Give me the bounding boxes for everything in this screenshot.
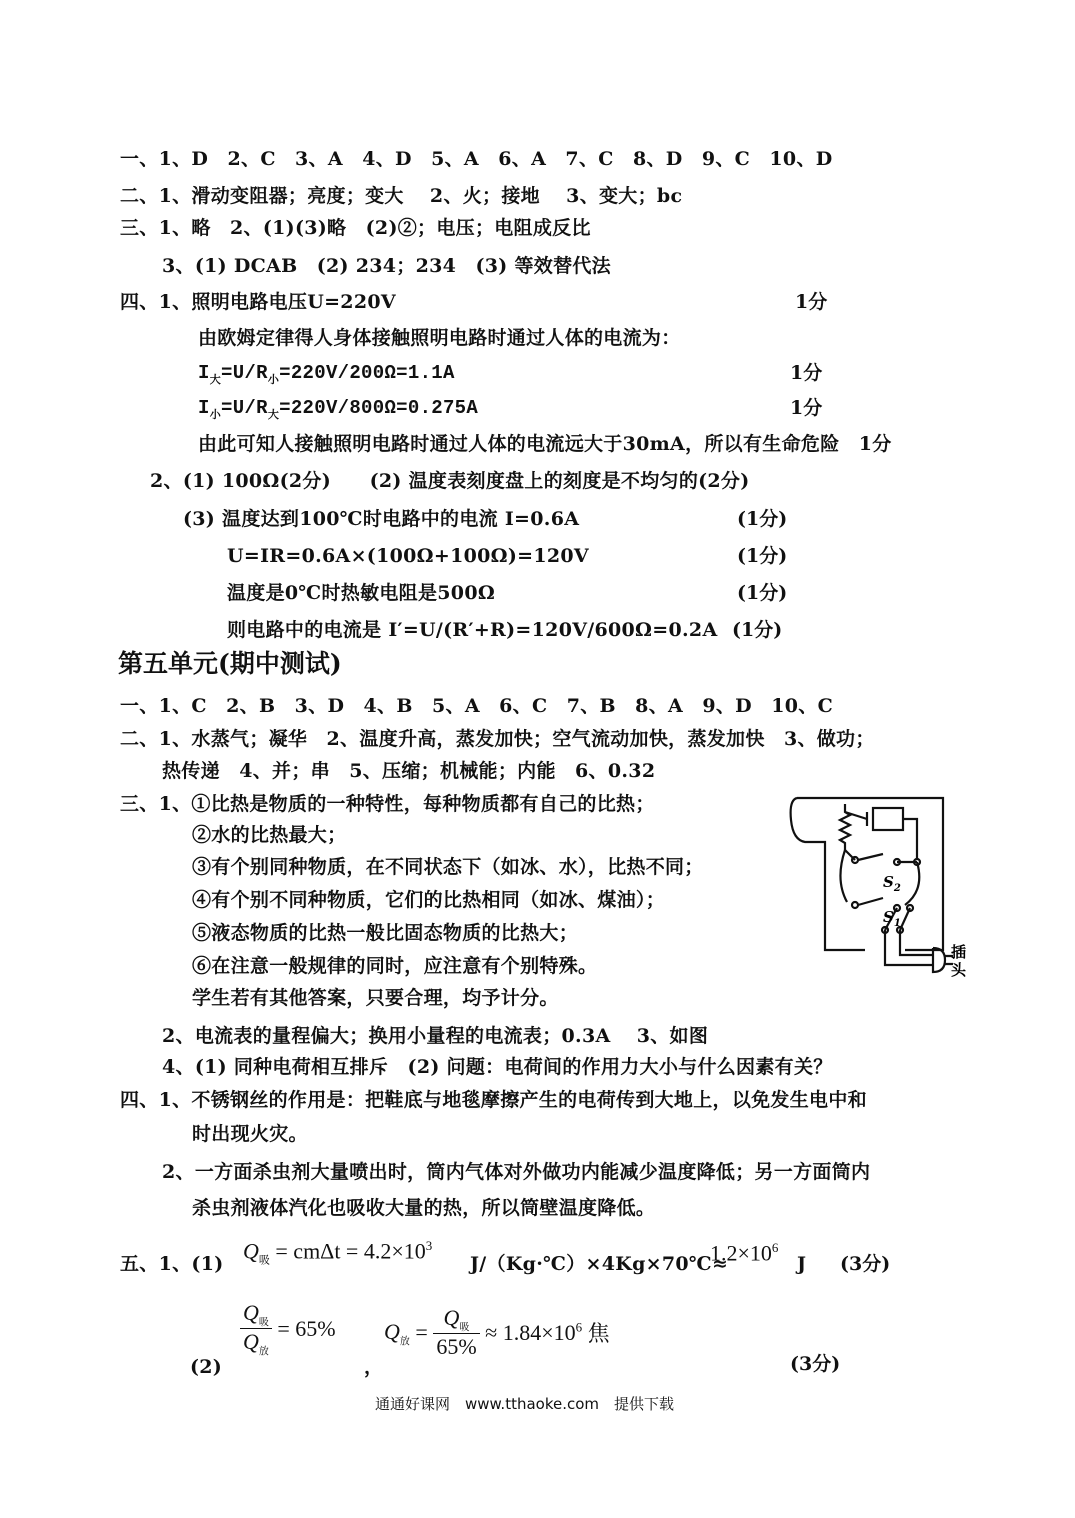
unit4-calc2-line2: (3) 温度达到100℃时电路中的电流 I=0.6A [183,508,580,530]
unit5-fill-line2: 热传递 4、并；串 5、压缩；机械能；内能 6、0.32 [162,760,656,782]
unit5-exp-line7: 学生若有其他答案，只要合理，均予计分。 [192,987,559,1009]
unit4-exp-line2: 3、(1) DCAB (2) 234；234 (3) 等效替代法 [162,255,611,277]
plug-cord [900,930,933,955]
score: 1分 [795,291,828,313]
score: (1分) [732,619,783,641]
unit5-q5-fraction1: $\frac{Q_吸}{Q_放}$ = 65% [240,1300,336,1358]
score: (3分) [790,1353,841,1375]
unit4-calc1-line2: 由欧姆定律得人身体接触照明电路时通过人体的电流为： [198,327,681,349]
switch-terminal [852,902,858,908]
unit5-exp-line6: ⑥在注意一般规律的同时，应注意有个别特殊。 [192,955,598,977]
unit5-q5-unit-j: J [797,1253,807,1275]
unit5-exp-line2: ②水的比热最大； [192,824,347,846]
switch-s1-blade [858,898,883,905]
plug-cord [885,930,933,965]
score: (3分) [840,1253,891,1275]
unit4-mc-answers: 一、1、D 2、C 3、A 4、D 5、A 6、A 7、C 8、D 9、C 10、D [120,148,833,170]
motor-body [873,808,903,830]
score: (1分) [737,545,788,567]
unit5-q5-comma: ， [364,1356,384,1378]
unit4-fill-answers: 二、1、滑动变阻器；亮度；变大 2、火；接地 3、变大；bc [120,185,683,207]
plug-label: 头 [951,961,967,979]
unit5-fill-line1: 二、1、水蒸气；凝华 2、温度升高，蒸发加快；空气流动加快，蒸发加快 3、做功； [120,728,875,750]
unit5-q5-unit: J/（Kg·℃）×4Kg×70℃≈ [470,1253,729,1275]
switch-s2-blade [845,850,883,860]
unit5-q4-line3: 2、一方面杀虫剂大量喷出时，筒内气体对外做功内能减少温度降低；另一方面筒内 [162,1161,871,1183]
frame-wire [797,798,943,950]
unit4-calc2-line3: U=IR=0.6A×(100Ω+100Ω)=120V [227,545,589,567]
score: (1分) [737,582,788,604]
unit5-exp-line8: 2、电流表的量程偏大；换用小量程的电流表；0.3A 3、如图 [162,1025,709,1047]
score: (1分) [737,508,788,530]
frame-wire [791,798,865,950]
footer-watermark: 通通好课网 www.tthaoke.com 提供下载 [375,1395,675,1413]
score: 1分 [790,362,823,384]
score: 1分 [790,397,823,419]
unit4-calc2-line4: 温度是0℃时热敏电阻是500Ω [227,582,496,604]
unit5-exp-line1: 三、1、①比热是物质的一种特性，每种物质都有自己的比热； [120,793,655,815]
unit5-heading: 第五单元(期中测试) [118,649,342,678]
unit4-calc2-line5: 则电路中的电流是 I′=U/(R′+R)=120V/600Ω=0.2A [227,619,718,641]
circuit-diagram [785,790,970,985]
unit5-q5-fraction2: $Q_放$ = $\frac{Q_吸}{65\%}$ ≈ $1.84\times 10^6$ 焦 [384,1305,610,1360]
unit5-q5-part2-label: (2) [190,1356,223,1378]
circuit-svg [785,790,970,985]
unit5-exp-line5: ⑤液态物质的比热一般比固态物质的比热大； [192,922,579,944]
plug-icon [933,948,945,972]
unit5-q5-result: $1.2\times 10^6$ [710,1240,779,1266]
unit5-q4-line2: 时出现火灾。 [192,1123,308,1145]
heater-coil [840,804,850,850]
unit4-calc1-line5: 由此可知人接触照明电路时通过人体的电流远大于30mA，所以有生命危险 1分 [198,433,892,455]
unit4-calc2-line1: 2、(1) 100Ω(2分) (2) 温度表刻度盘上的刻度是不均匀的(2分) [150,470,750,492]
unit5-exp-line4: ④有个别不同种物质，它们的比热相同（如冰、煤油）； [192,889,666,911]
unit5-q4-line4: 杀虫剂液体汽化也吸收大量的热，所以筒壁温度降低。 [192,1197,656,1219]
label-s1: $S_1$ [883,908,901,929]
unit4-calc1-line1: 四、1、照明电路电压U=220V [120,291,396,313]
unit5-q5-prefix: 五、1、(1) [120,1253,224,1275]
unit5-q5-formula: $Q_吸 = cm\Delta t = 4.2\times 10^3$ [243,1238,433,1267]
unit5-exp-line3: ③有个别同种物质，在不同状态下（如冰、水），比热不同； [192,856,704,878]
plug-label: 插 [951,943,967,961]
unit5-mc-answers: 一、1、C 2、B 3、D 4、B 5、A 6、C 7、B 8、A 9、D 10、C [120,695,834,717]
unit4-calc1-line3: $I_大=U/R_小=220V/200\Omega=1.1A$ [198,362,455,387]
unit5-q4-line1: 四、1、不锈钢丝的作用是：把鞋底与地毯摩擦产生的电荷传到大地上，以免发生电中和 [120,1089,867,1111]
unit4-exp-line1: 三、1、略 2、(1)(3)略 (2)②；电压；电阻成反比 [120,217,591,239]
unit4-calc1-line4: $I_小=U/R_大=220V/800\Omega=0.275A$ [198,397,479,422]
label-s2: $S_2$ [883,873,901,894]
unit5-exp-line9: 4、(1) 同种电荷相互排斥 (2) 问题：电荷间的作用力大小与什么因素有关？ [162,1056,833,1078]
